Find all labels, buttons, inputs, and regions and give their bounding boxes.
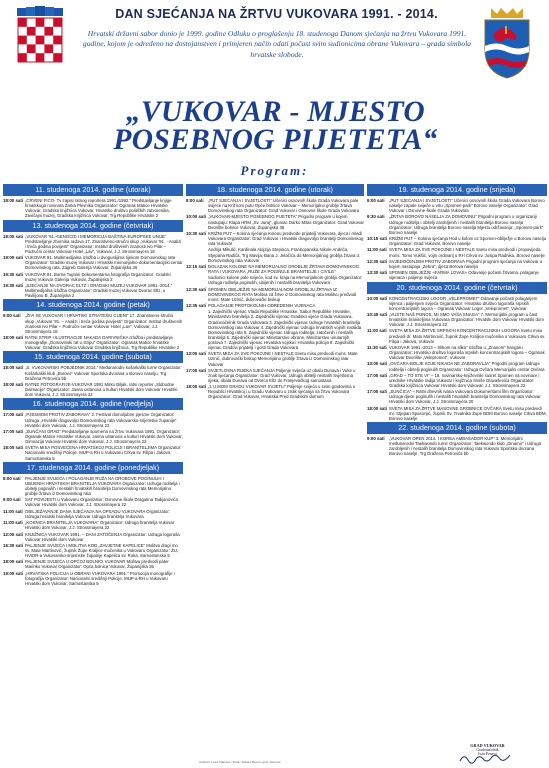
day-header: 15. studenoga 2014. godine (subota) bbox=[3, 351, 183, 363]
event-description: SVJEDOČENJEM PROTIV ZABORAVA Prigodni program sjećanja na Vukovar u kojem nastupaju „Zebra“, djeca Borova naselja bbox=[389, 258, 543, 269]
schedule-event bbox=[3, 255, 183, 270]
page-title: DAN SJEĆANJA NA ŽRTVU VUKOVARA 1991. - 2014. bbox=[115, 7, 438, 21]
event-time: 10:00 sati bbox=[186, 214, 207, 220]
day-header: 17. studenoga 2014. godine (ponedjeljak) bbox=[3, 462, 183, 474]
event-time: 12:30 sati bbox=[186, 286, 207, 292]
event-time: 17:00 sati bbox=[367, 389, 388, 395]
event-time: 18:00 sati bbox=[3, 445, 24, 451]
schedule-event bbox=[367, 247, 547, 257]
day-header: 14. studenoga 2014. godine (petak) bbox=[3, 299, 183, 311]
event-time: 19:30 sati bbox=[3, 271, 24, 277]
schedule-column-middle bbox=[186, 183, 364, 757]
schedule-event bbox=[186, 287, 364, 302]
event-time: 18:00 sati bbox=[3, 365, 24, 371]
event-description: KONCENTRACIJSKI LOGOR „VELEPROMET“ Odavanje počasti polaganjem vijenca i paljenjem svijeća Organizator: Hrvatsko društvo logoraša srpskih koncentracijskih logora – Ogranak Vukovar Logor „Velepromet“, Vukovar bbox=[389, 295, 538, 311]
schedule-event bbox=[186, 303, 364, 308]
event-time bbox=[186, 247, 208, 262]
event-time: 17:00 sati bbox=[3, 412, 24, 418]
event-description: „VUKOVAR OPEN 2014. I KOREA AMBASADOR KUP“ 3. Memorijalni međunarodni Taekwondo turnir Organizator: Taekwondo klub „Dinamo“ i Udruga zarobljenih i nestalih branitelja Domovinskog rata Vukovar Sportska dvorana Borovo naselje, Trg Dražena Petrovića bb bbox=[389, 436, 541, 457]
event-description: „PUT SJEĆANJA I SVJETLOSTI“ Učenici osnovnih škola Grada Vukovara Borovo naselje zapale svijeće u vrtu „Spomen-park“ Borovo naselje Organizator: Grad Vukovar i Osnovne škole Grada Vukovara bbox=[389, 198, 545, 214]
main-title-line-1: „VUKOVAR - MJESTO bbox=[125, 96, 426, 128]
event-description: „ŽIVI SE VUKOVAR I HRVATSKI STRATEŠKI CIJENI“ 17. Znanstveno-stručni skup „Vukovar '91. – Analizi i treća godina povijesti“ Organizator: Institut društvenih znanosti Ivo Pilar – Područni centar Vukovar Hotel „Lav“, Vukovar, J.J. Strossmayera 18 bbox=[25, 313, 183, 334]
signature-name: Ivan Penava bbox=[478, 752, 497, 756]
event-description: VUKOVAR 1991.-2013 – Slikom na slika“ Izložba u „Znanom“ hangaru Organizator: Hrvatsko društvo logoraša srpskih koncentracijskih logora – Ogranak Vukovar Dvorište „Velepromet“, Vukovar bbox=[389, 344, 545, 361]
event-description: PALJENJE SVIJEĆA I MOLITVA KOD „ZAVJETNE KAPELICE“ Molitva dragi mo sv. Mate Martinović, župnik Župe Kraljice mučenika u Vukovaru Organizator: ŽU, HVIDR-a Vukovarsko-srijemske županije Kapelica sv. Roka, Samostanska 5 bbox=[25, 542, 179, 559]
event-time: 12:15 sati bbox=[186, 263, 207, 269]
schedule-event bbox=[3, 543, 183, 558]
schedule-event bbox=[367, 270, 547, 280]
day-header: 11. studenoga 2014. godine (utorak) bbox=[3, 184, 183, 196]
schedule-event bbox=[367, 198, 547, 213]
event-time: 18:00 sati bbox=[367, 405, 388, 411]
event-description: PALJENJE SVIJEĆA I POLAGANJE RUŽA NA GROBOVE POGINULIH I UBIJENIH HRVATSKIH BRANITELJA VUKOVARA Organizator: Udruga roditelja i obitelji poginulih i nestalih hrvatskih branitelja Domovinskog rata Memorijalno groblje žrtava iz Domovinskog rata bbox=[25, 475, 180, 497]
event-description: SVETA MISA ZA SVE POKOJNE I NESTALE Svetu misu predvodi i propovijeda mons. Tomo Vukšić, vojni ordinarij u RH Crkva sv. Josipa Radnika, Borovo naselje bbox=[389, 247, 545, 258]
event-description: Sudionici kolone pale svijeće, kod sv. kraja na Memorijalnom groblju Organizator: Udruga roditelja poginulih, ubijenih i nestalih branitelja Vukovara bbox=[208, 275, 363, 286]
schedule-event bbox=[3, 412, 183, 427]
intro-paragraph: Hrvatski državni sabor donio je 1999. godine Odluku o proglašenju 18. studenoga Danom sjećanja na žrtvu Vukovara 1991. godine, kojom je određeno na dostojanstven i primjeren način odati počast svim sudionicima obrane Vukovara – grada simbola hrvatske slobode. bbox=[82, 29, 472, 59]
event-time: 9:00 sati bbox=[3, 497, 21, 503]
schedule-event bbox=[186, 309, 364, 350]
schedule-event bbox=[367, 214, 547, 234]
schedule-event bbox=[367, 389, 547, 404]
schedule-column-right bbox=[367, 183, 547, 757]
croatia-coat-of-arms-icon bbox=[14, 6, 66, 74]
schedule-event bbox=[3, 272, 183, 282]
schedule-event bbox=[3, 532, 183, 542]
schedule-event bbox=[367, 436, 547, 456]
schedule-event bbox=[186, 264, 364, 274]
event-description: SPOMEN OBILJEŽJE NA MEMORIJALNOM GROBLJU ŽRTAVA IZ DOMOVINSKOG RATA Molitva za žrtve iz Domovinskog rata Molitvu predvodi mons. Mate Uzinić, dubrovački biskup bbox=[208, 286, 357, 302]
signature-role: Gradonačelnik bbox=[476, 748, 499, 752]
event-description: „VUSTE NAŠ PONOS, MI SMO VAŠA SNAGA“ 7. Memorijalni program u čast hrvatskim braniteljima Vukovara Organizator: Hrvatski dom Vukovar Hrvatski dom Vukovar, J.J. Strossmayera 22 bbox=[389, 312, 544, 328]
schedule-event bbox=[3, 313, 183, 333]
event-description: „SJEĆANJE NA DVORAC ELTZ I GRADSKI MUZEJ VUKOVAR 1991.-2014.“ Multimedijalna izložba Organizator: Gradski muzej Vukovar Dvorac Eltz, u Pavilijonu B, Županijska 2 bbox=[25, 282, 173, 299]
footer-note: Izdavač: Grad Vukovar | Tisak: Tiskara Borovo graf, Vukovar bbox=[199, 760, 281, 764]
event-time: 18:00 sati bbox=[3, 559, 24, 565]
event-time: 13:30 sati bbox=[367, 270, 388, 276]
schedule-event bbox=[3, 559, 183, 569]
schedule-event bbox=[3, 198, 183, 218]
event-time: 13:00 sati bbox=[367, 361, 388, 367]
event-time: 8:00 sati bbox=[186, 198, 204, 203]
event-description: 1. Zajednički vijenac Vlada Republike Hrvatske, Sabor Republike Hrvatske, Ministarstvo branitelja 2. Zajednički vijenac Gradsko vijeće Grada Vukovara, Gradonačelnik Grada Vukovara 3. Zajednički vijenac Udruge hrvatskih branitelja Domovinskog rata Vukovar 4. Zajednički vijenac Udruga hrvatskih vojnih invalida Domovinskog rata 5. Zajednički vijenac Udruga roditelja, zatočenih i nestalih branitelja 6. Zajednički vijenac Ministarstvo obrane, Ministarstvo unutarnjih poslova 7. Zajednički vijenac Hrvatska vojska i Hrvatska policija 8. Zajednički vijenac Gradovi prijatelji i gosti Grada Vukovara bbox=[208, 309, 362, 351]
event-time: 11:00 sati bbox=[3, 520, 23, 526]
event-time: 11:30 sati bbox=[367, 344, 387, 350]
event-description: „GRAD – TO STE VI“ – 18. novinarsko-književniki susret Spomen na novinare i urednike Hrvatske radija Vukovar i knjižnica Siniše Glavaševića Organizator: Gradska knjižnica Vukovar Hrvatski dom Vukovar, J.J. Strossmayera 22 bbox=[389, 372, 540, 388]
event-time: 17:00 sati bbox=[3, 428, 24, 434]
event-description: VUKOVAR 91. Multimedijalna izložba u dvoguslijima tijekom Domovinskog rata Organizator: Gradski muzej Vukovar i Hrvatski memorijalno-dokumentacijski centar Domovinskog rata, Zagreb Galerija Vukovar, Županijska 36 bbox=[25, 255, 183, 271]
event-description: „PUT SJEĆANJA I SVJETLOSTI“ Učenici osnovnih škola Grada Vukovara pale svijeće na Križnom putu Opće bolnice Vukovar – Memorijalno groblje žrtava Domovinskog rata Organizator: Grad Vukovar i Osnovne škole Grada Vukovara bbox=[208, 198, 360, 214]
event-time: 17:00 sati bbox=[367, 372, 388, 378]
event-time: 9:30 sati bbox=[367, 214, 385, 220]
schedule-event bbox=[367, 406, 547, 421]
schedule-column-left bbox=[3, 183, 183, 757]
schedule-event bbox=[3, 520, 183, 530]
event-time: 12:00 sati bbox=[3, 531, 24, 537]
schedule-event bbox=[367, 373, 547, 388]
schedule-event bbox=[367, 296, 547, 311]
event-description: „ŽRTVA BOROVO NASELJA ZA DOMOVINU“ Prigodni program u organizaciji Udruge roditelja i obitelji zarobljenih i nestalih branitelja Borovo naselja Organizator: Udruga branitelja Borovo naselja Mjesto održavanja: „Spomen-park“ Borovo naselje bbox=[389, 214, 544, 235]
schedule-event bbox=[3, 445, 183, 460]
event-time: 18:00 sati bbox=[186, 384, 207, 390]
schedule-event bbox=[3, 283, 183, 298]
schedule-event bbox=[367, 236, 547, 246]
schedule-event bbox=[367, 328, 547, 343]
event-time: 16:30 sati bbox=[3, 542, 24, 548]
schedule-event bbox=[186, 351, 364, 366]
schedule-event bbox=[186, 198, 364, 213]
schedule-event bbox=[3, 429, 183, 444]
event-description: „SUNČICA“ – Ratni dnevnik Ivana Vukovara Dokumentarni film Organizator: Udruga djece poginulih i nestalih hrvatskih branitelja Domovinskog rata Vukovar Hrvatski dom Vukovar, J.J. Strossmayera 20 bbox=[389, 389, 541, 405]
event-description: DOLAZAK KOLONE NA MEMORIJALNO GROBLJE ŽRTAVA DOMOVINSKOG RATA I VUKOVARA „RUŽE ZA POGINULE BRANITELJE I CIVILE“ bbox=[208, 263, 360, 274]
event-description: „KOSNICA BRANITELJA VUKOVARA“ Organizator: Udruga branitelja Vukovar Hrvatski dom Vukovar, J.J. Strossmayera 22 bbox=[25, 520, 175, 531]
event-time: 10:30 sati bbox=[186, 230, 207, 236]
program-heading: Program: bbox=[240, 163, 309, 178]
schedule-event bbox=[186, 368, 364, 383]
event-description: SVETA MISA ZA SVE POKOJNE I NESTALE Svetu misu predvodi mons. Mate Uzinić, dubrovački biskup Memorijalno groblje žrtava iz Domovinskog rata Vukovar bbox=[208, 351, 358, 367]
event-description: „OVČARA-BOLJE KOJE NIKADA NE ZABORAVLJA“ Prigodni program Udruge roditelja i obitelji poginulih Organizator: Udruga Ovčara Memorijalni centar Ovčara bbox=[389, 361, 545, 372]
day-header: 16. studenoga 2014. godine (nedjelja) bbox=[3, 398, 183, 410]
event-description: „S. VUKOVARSKI POBJEDNIK 2014.“ Međunarodni košarkaški turnir Organizator: Košarkaški klub „Borovo“ Vukovar Sportska dvorana u Borovo naselju, Trg Dražena Petrovića bb bbox=[25, 365, 182, 381]
event-description: „HRVATSKA POLICIJA U OBRANI VUKOVARA 1991.“ Promocija monografije i fotografija Organizator: Nacionalni središnji Policije, MUP-a RH u Vukovaru Hrvatski dom Vukovar, Samostanska 5 bbox=[25, 570, 175, 586]
poster-header bbox=[0, 0, 549, 182]
event-description: VUKOVAR 91. Borna Tognini Dokumentarna fotografija Organizator: Gradski muzej Vukovar Galerija Vukovar, Županijska 2 bbox=[25, 271, 171, 282]
event-description: SVETA MISA ZA ŽRTVE MASOVNE GROBNICE OVČARA Svetu misu predvodi mr. Stjepan Spasonjić, župnik Sv. Trvatnika Župe BDM Borovo naselje Crkva BDM, Borovo naselje bbox=[389, 405, 547, 421]
event-time: 8:00 sati bbox=[367, 198, 385, 203]
event-time: 11:00 sati bbox=[3, 508, 23, 514]
event-description: KRIŽNI PUT – Kolona sjećanja Hod u koloni uz Spomen-obilježje u Borovu naselju Organizator: Grad Vukovar, Borovo naselje bbox=[389, 236, 547, 247]
event-description: OBILJEŽAVANJE DANA SJEĆANJA NA OPSADU VUKOVARA Organizator: Udruga hrvatski branitelja Vukovar Udruga branitelja Vukovara bbox=[25, 508, 170, 519]
event-time bbox=[186, 275, 208, 285]
event-time: 18:00 sati bbox=[3, 381, 24, 387]
schedule-event bbox=[367, 345, 547, 360]
event-time: 12:30 sati bbox=[367, 258, 388, 264]
event-description: „CRVENI FIĆO- Tv zapisi ratnog reportera 1991./1992.“ Predstavljanje knjige hrvatskoga novinara Žarka Plevnika Organizator: Ogranak Matice Hrvatske Vukovar, Gradska knjižnica Vukovar, Hrvatsko društvo političkih zatvorenika, Zavičajni muzej, Gradska knjižnica Vukovar, Trg Republike Hrvatske 2 bbox=[25, 198, 172, 219]
schedule-event bbox=[186, 275, 364, 285]
event-time: 18:00 sati bbox=[3, 198, 24, 203]
event-time: 8:00 sati bbox=[3, 475, 21, 481]
schedule-event bbox=[367, 361, 547, 371]
event-time bbox=[186, 309, 208, 350]
schedule-event bbox=[367, 259, 547, 269]
event-description: „VUKOVAR '91.-GENOCID I MEMORICIJA BAŠTINA EUROPSKE UNIJE“ Predstavljanje zbornika radova 17. Znanstveno-stručni skup „Vukovar '91. - Analizi i treća godina povijesti“ Organizator: Institut društvenih znanosti Ivo Pilar – Područni centar Vukovar Hotel „Lav“, Vukovar, J.J. Strossmayera 18 bbox=[25, 233, 182, 254]
event-time: 19:00 sati bbox=[3, 255, 24, 261]
event-description: Andrija Mikulić, Kardinala Alojzija Stepinca, Frankopanska Nikole Andrića, Stjepana Radića, Trg Mavija, Bana J. Jelačića do Memorijalnog groblja žrtava iz Domovinskog rata Vukovar bbox=[208, 247, 360, 263]
event-time: 12:35 sati bbox=[186, 303, 207, 309]
event-time: 19:30 sati bbox=[3, 282, 24, 288]
schedule-event bbox=[3, 365, 183, 380]
event-time: 10:15 sati bbox=[367, 236, 388, 242]
schedule-event bbox=[367, 312, 547, 327]
event-description: „PJESMOM PROTIV ZABORAVA“ 2. Festival domoljubne pjesme Organizator: Udruga „Hrvatski dragovoljci Domovinskog rata Vukovarsko-srijemske županije“ Hrvatski dom Vukovar, J.J. Strossmayera 22 bbox=[25, 412, 177, 428]
schedule-event bbox=[3, 497, 183, 507]
event-description: „SUNČANI GRAD“ Predstavljanje spomena na žrtvu Vukovara 1991. Organizator: Ogranak Matice Hrvatske Vukovar, Javna ustanova u kulturi Hrvatski dom Vukovar, Gimnazija Vukovar Hrvatski dom Vukovar, J.J. Strossmayera 22 bbox=[25, 428, 183, 445]
event-time: 19:00 sati bbox=[3, 570, 24, 576]
schedule-event bbox=[3, 571, 183, 586]
day-header: 18. studenoga 2014. godine (utorak) bbox=[186, 184, 364, 196]
vukovar-coat-of-arms-icon bbox=[481, 6, 533, 80]
main-title-line-2: POSEBNOG PIJETETA“ bbox=[113, 124, 438, 156]
signature-org: GRAD VUKOVAR bbox=[470, 743, 505, 748]
event-description: SAT POVIJESTI u Vukovaru Organizator: Osnovne škole Dragutina Tadijanovića Vukovar Hrvatski dom Vukovar, J.J. Strossmayera 22 bbox=[25, 497, 178, 508]
event-description: SVJETLOSNA RIJEKA SJEĆANJA Paljenje svijeća uz obalu Dunava i Vuke u znak sjećanja Organizator: Grad Vukovar, Udruga obitelji nestalih Svjetlosna rijeka, obala Dunava od Dvorca Eltz do Franjevačkog samostana bbox=[208, 367, 356, 383]
event-time: 10:45 sati bbox=[367, 312, 388, 317]
event-time: 18:00 sati bbox=[3, 233, 24, 239]
day-header: 19. studenoga 2014. godine (srijeda) bbox=[367, 184, 547, 196]
footer bbox=[0, 743, 549, 768]
event-time: 17:00 sati bbox=[186, 367, 207, 373]
event-time: 11:00 sati bbox=[367, 328, 387, 334]
schedule-event bbox=[186, 384, 364, 399]
event-description: „VUKOVAR-MJESTO POSEBNOG PIJETETA“ Prigodni program u kojem nastupaju: Klapa HRM „Sv. Juraj“, glumac Darko Milas Organizator: Grad Vukovar Dvorište bolnice Vukovar, Županijska 35 bbox=[208, 214, 364, 230]
event-description: PALJENJE SVIJEĆA U OPĆOJ BOLNICI VUKOVAR Molitva predvodi pater Marinko Vukovar Organizator: Opća bolnica Vukovar, Županijska 35 bbox=[25, 559, 169, 570]
event-time: 10:00 sati bbox=[367, 295, 388, 301]
event-time: 13:00 sati bbox=[186, 351, 207, 357]
event-description: KNJIŽNICA VUKOVAR 1991. – DANI ZATOČENJA Organizator: Udruga logoraša Vukovar Hrvatski dom Vukovar bbox=[25, 531, 180, 542]
schedule-event bbox=[3, 335, 183, 350]
schedule-event bbox=[3, 382, 183, 397]
event-description: RATNI STRIP I ILUSTRACIJE NAKADA DARIVNIČKA Izložba i predstavljanje monografije „Domovinski rat u stripu“ Organizator: Ogranak Matice hrvatske Vukovar, Gradska knjižnica Vukovar Gradska knjižnica, Trg Republike Hrvatske 2 bbox=[25, 335, 180, 351]
schedule-event bbox=[3, 476, 183, 496]
event-description: RATNE FOTOGRAFIJE-VUKOVAR 1991 Mirko Biljak, ratni reporter „Slobodne Dalmacije“ Organizator: Javna ustanova u kulturi Hrvatski dom Vukovar Hrvatski dom Vukovar, J.J. Strossmayera 22 bbox=[25, 381, 178, 398]
event-description: POLAGANJE PROTOKOLNIH ODREDENIH VIJENACA bbox=[208, 303, 316, 309]
handwritten-signature-icon bbox=[458, 751, 513, 765]
event-description: KRIŽNI PUT – Kolona sjećanja Kolonu predvode prijatelji Vukovara, djeca i mladi Vukovara Organizator: Grad Vukovar i Hrvatski dragovoljci branitelji Domovinskog rata Vukovar bbox=[208, 230, 364, 247]
schedule-event bbox=[3, 234, 183, 254]
event-description: SVETA MISA ZA ŽRTVE SRPSKIH KONCENTRACIJSKIH LOGORA Svetu misu predvodi dr. Mato Martinović, župnik Župe Kraljice mučenika u Vukovaru Crkva sv. Filipa i Jakova, Vukovar bbox=[389, 328, 546, 344]
schedule-event bbox=[186, 247, 364, 262]
event-time: 9:00 sati bbox=[367, 436, 385, 442]
day-header: 20. studenoga 2014. godine (četvrtak) bbox=[367, 282, 547, 294]
schedule-event bbox=[186, 231, 364, 246]
schedule-event bbox=[186, 214, 364, 229]
day-header: 22. studenoga 2014. godine (subota) bbox=[367, 422, 547, 434]
event-time: 18:00 sati bbox=[3, 335, 24, 340]
event-description: „1 U MOM GRADU VUKOVAR SVJETLI“ Paljenje svijeća u svim gradovima u Republici Hrvatskoj i u Gradu Vukovaru u znak sjećanja na žrtvu Vukovara Organizator: Grad Vukovar, Hrvatska Pred Gradskim domom bbox=[208, 384, 356, 400]
event-time: 11:00 sati bbox=[367, 247, 387, 253]
event-time: 9:00 sati bbox=[3, 313, 21, 319]
event-description: SVETA MISA POSVEĆENA HRVATSKOJ POLICIJI I BRANITELJIMA Organizator: Nacionalni središnji Policije, MUP-a RH u Vukovaru Crkva sv. Filipa i Jakova, Samostanska 5 bbox=[25, 445, 182, 461]
event-description: SPOMEN OBILJEŽJE «FARMA LOVAS» Odavanje počasti žrtvama, polaganje vijenaca i paljenje svijeća bbox=[389, 270, 539, 281]
day-header: 13. studenoga 2014. godine (četvrtak) bbox=[3, 220, 183, 232]
schedule-event bbox=[3, 509, 183, 519]
